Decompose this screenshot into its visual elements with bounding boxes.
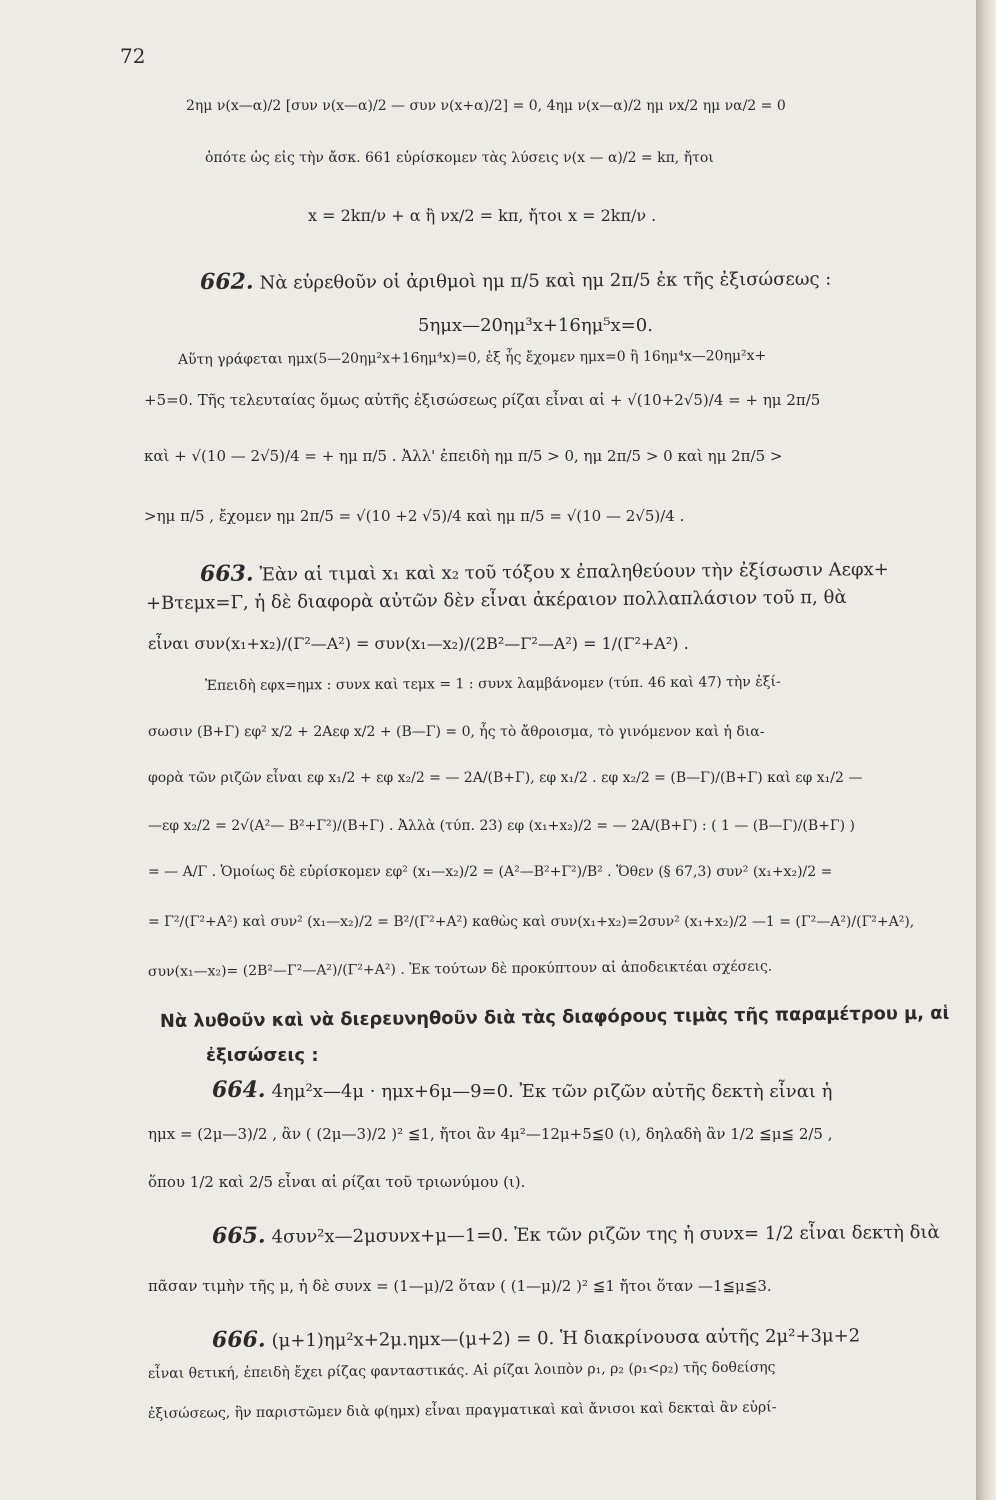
problem-number: 665. <box>211 1222 266 1249</box>
text-line: φορὰ τῶν ριζῶν εἶναι εφ x₁/2 + εφ x₂/2 = — 2Α/(Β+Γ), εφ x₁/2 . εφ x₂/2 = (Β—Γ)/(Β+Γ) καὶ εφ x₁/2 — <box>148 770 863 786</box>
text-line: 2ημ ν(x—α)/2 [συν ν(x—α)/2 — συν ν(x+α)/2] = 0, 4ημ ν(x—α)/2 ημ νx/2 ημ να/2 = 0 <box>186 98 786 114</box>
text-line: >ημ π/5 , ἔχομεν ημ 2π/5 = √(10 +2 √5)/4 καὶ ημ π/5 = √(10 — 2√5)/4 . <box>144 507 685 525</box>
text-line: σωσιν (Β+Γ) εφ² x/2 + 2Αεφ x/2 + (Β—Γ) = 0, ἧς τὸ ἄθροισμα, τὸ γινόμενον καὶ ἡ δια- <box>148 724 765 740</box>
text-line: ὁπότε ὡς εἰς τὴν ἄσκ. 661 εὑρίσκομεν τὰς λύσεις ν(x — α)/2 = kπ, ἤτοι <box>205 150 714 166</box>
problem-number: 666. <box>211 1326 266 1353</box>
problem-665 <box>212 1221 940 1248</box>
problem-statement: (μ+1)ημ²x+2μ.ημx—(μ+2) = 0. Ἡ διακρίνουσα αὐτῆς 2μ²+3μ+2 <box>271 1325 861 1352</box>
text-line: ὅπου 1/2 καὶ 2/5 εἶναι αἱ ρίζαι τοῦ τριωνύμου (ι). <box>148 1173 526 1191</box>
text-line: x = 2kπ/ν + α ἢ νx/2 = kπ, ἤτοι x = 2kπ/ν . <box>308 206 657 225</box>
section-heading: Νὰ λυθοῦν καὶ νὰ διερευνηθοῦν διὰ τὰς διαφόρους τιμὰς τῆς παραμέτρου μ, αἱ <box>159 1002 950 1032</box>
text-line: συν(x₁—x₂)= (2Β²—Γ²—Α²)/(Γ²+Α²) . Ἐκ τούτων δὲ προκύπτουν αἱ ἀποδεικτέαι σχέσεις. <box>147 958 773 980</box>
problem-664 <box>212 1077 833 1103</box>
text-line: +5=0. Τῆς τελευταίας ὅμως αὐτῆς ἐξισώσεως ρίζαι εἶναι αἱ + √(10+2√5)/4 = + ημ 2π/5 <box>144 391 821 409</box>
text-line: = — Α/Γ . Ὁμοίως δὲ εὑρίσκομεν εφ² (x₁—x₂)/2 = (Α²—Β²+Γ²)/Β² . Ὅθεν (§ 67,3) συν² (x₁+x₂)/2 = <box>148 864 833 880</box>
problem-number: 662. <box>199 268 254 295</box>
problem-statement: Νὰ εὑρεθοῦν οἱ ἀριθμοὶ ημ π/5 καὶ ημ 2π/5 ἐκ τῆς ἐξισώσεως : <box>259 268 832 294</box>
problem-663 <box>200 558 889 586</box>
text-line: Ἐπειδὴ εφx=ημx : συνx καὶ τεμx = 1 : συνx λαμβάνομεν (τύπ. 46 καὶ 47) τὴν ἐξί- <box>204 673 781 694</box>
text-line: = Γ²/(Γ²+Α²) καὶ συν² (x₁—x₂)/2 = Β²/(Γ²+Α²) καθὼς καὶ συν(x₁+x₂)=2συν² (x₁+x₂)/2 —1 = (Γ²—Α²)/(Γ²+Α²), <box>148 914 915 930</box>
problem-number: 663. <box>199 560 254 587</box>
equation-line: 5ημx—20ημ³x+16ημ⁵x=0. <box>418 315 653 336</box>
text-line: καὶ + √(10 — 2√5)/4 = + ημ π/5 . Ἀλλ' ἐπειδὴ ημ π/5 > 0, ημ 2π/5 > 0 καὶ ημ 2π/5 > <box>144 447 783 465</box>
problem-statement: 4συν²x—2μσυνx+μ—1=0. Ἐκ τῶν ριζῶν της ἡ συνx= 1/2 εἶναι δεκτὴ διὰ <box>271 1221 940 1248</box>
text-line: —εφ x₂/2 = 2√(Α²— Β²+Γ²)/(Β+Γ) . Ἀλλὰ (τύπ. 23) εφ (x₁+x₂)/2 = — 2Α/(Β+Γ) : ( 1 — (Β—Γ)/(Β+Γ) ) <box>148 818 855 834</box>
text-line: +Βτεμx=Γ, ἡ δὲ διαφορὰ αὐτῶν δὲν εἶναι ἀκέραιον πολλαπλάσιον τοῦ π, θὰ <box>145 586 847 614</box>
problem-666 <box>212 1324 860 1352</box>
problem-statement: 4ημ²x—4μ · ημx+6μ—9=0. Ἐκ τῶν ριζῶν αὐτῆς δεκτὴ εἶναι ἡ <box>271 1081 833 1102</box>
page-edge-shadow <box>976 0 996 1500</box>
text-line: ημx = (2μ—3)/2 , ἂν ( (2μ—3)/2 )² ≦1, ἤτοι ἂν 4μ²—12μ+5≦0 (ι), δηλαδὴ ἂν 1/2 ≦μ≦ 2/5 , <box>148 1125 833 1143</box>
text-line: ἐξισώσεως, ἣν παριστῶμεν διὰ φ(ημx) εἶναι πραγματικαὶ καὶ ἄνισοι καὶ δεκταὶ ἂν εὑρί- <box>147 1399 777 1422</box>
text-line: Αὕτη γράφεται ημx(5—20ημ²x+16ημ⁴x)=0, ἐξ ἧς ἔχομεν ημx=0 ἢ 16ημ⁴x—20ημ²x+ <box>177 347 767 368</box>
problem-number: 664. <box>212 1077 266 1103</box>
page-number: 72 <box>120 44 146 68</box>
problem-statement: Ἐὰν αἱ τιμαὶ x₁ καὶ x₂ τοῦ τόξου x ἐπαληθεύουν τὴν ἐξίσωσιν Αεφx+ <box>259 558 889 586</box>
equation-line: εἶναι συν(x₁+x₂)/(Γ²—Α²) = συν(x₁—x₂)/(2Β²—Γ²—Α²) = 1/(Γ²+Α²) . <box>148 634 689 653</box>
text-line: εἶναι θετική, ἐπειδὴ ἔχει ρίζας φανταστικάς. Αἱ ρίζαι λοιπὸν ρ₁, ρ₂ (ρ₁<ρ₂) τῆς δοθείσης <box>147 1359 776 1382</box>
problem-662 <box>200 268 831 294</box>
section-heading: ἐξισώσεις : <box>206 1045 319 1066</box>
text-line: πᾶσαν τιμὴν τῆς μ, ἡ δὲ συνx = (1—μ)/2 ὅταν ( (1—μ)/2 )² ≦1 ἤτοι ὅταν —1≦μ≦3. <box>148 1277 772 1295</box>
